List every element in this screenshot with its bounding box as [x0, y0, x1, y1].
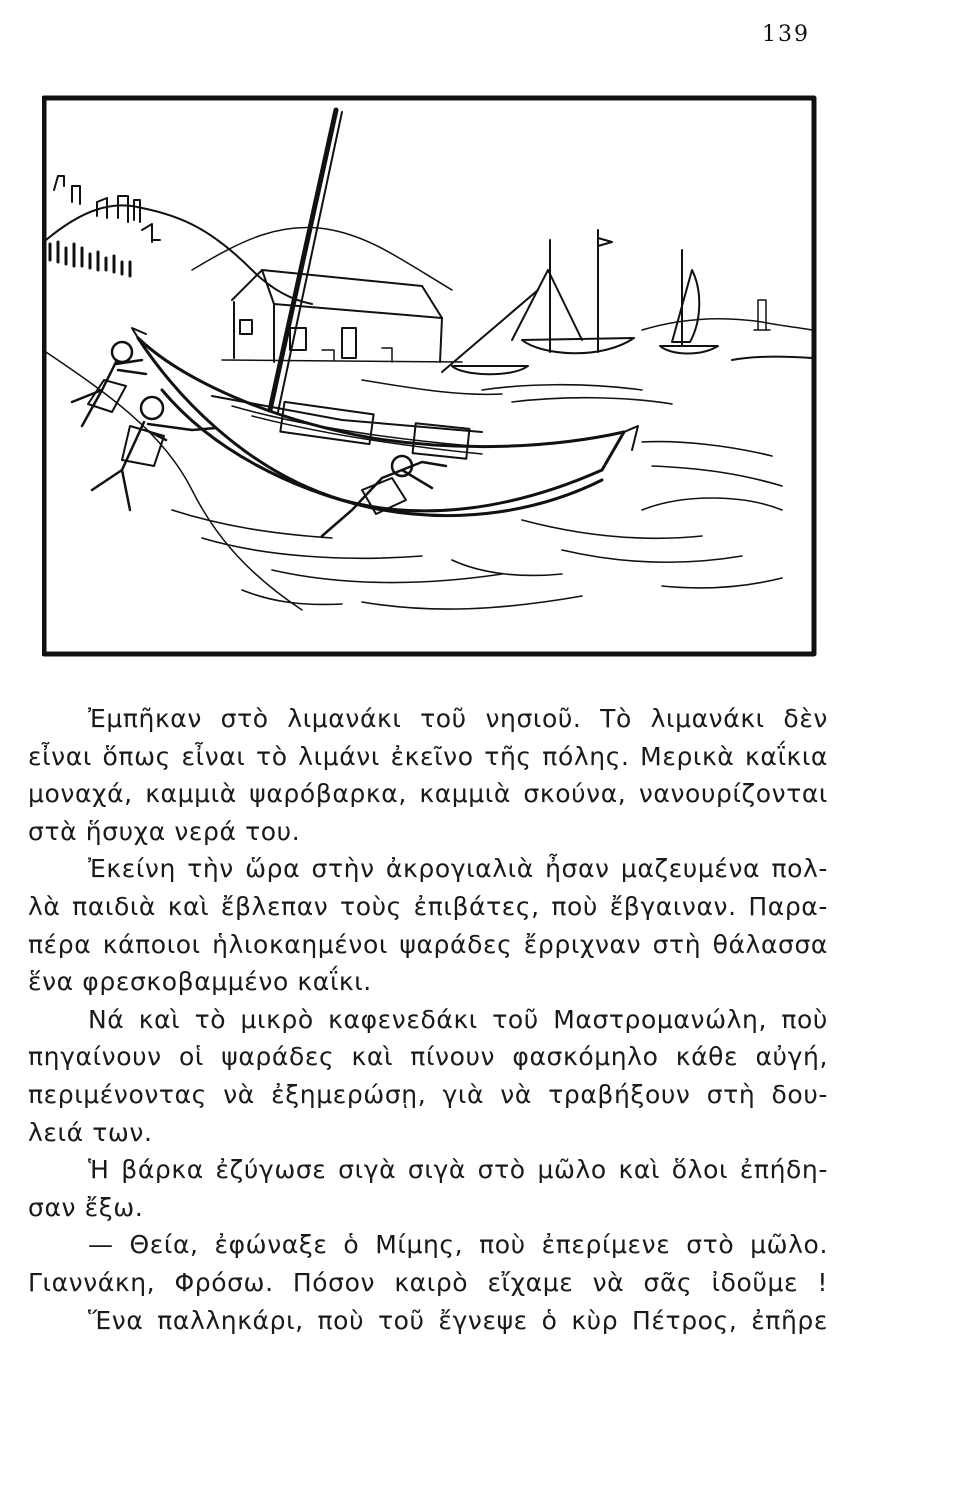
- text-line: Ἡ βάρκα ἐζύγωσε σιγὰ σιγὰ στὸ μῶλο καὶ ὅλοι ἐπήδη-: [88, 1155, 828, 1185]
- children-pushing-boat: [72, 342, 446, 536]
- text-line: Νά καὶ τὸ μικρὸ καφενεδάκι τοῦ Μαστρομανώλη, ποὺ: [88, 1004, 828, 1034]
- text-line: Ἕνα παλληκάρι, ποὺ τοῦ ἔγνεψε ὁ κὺρ Πέτρος, ἐπῆρε: [88, 1305, 828, 1335]
- cafe-building: [222, 270, 462, 362]
- text-line: λὰ παιδιὰ καὶ ἔβλεπαν τοὺς ἐπιβάτες, ποὺ ἔβγαιναν. Παρα-: [28, 891, 828, 921]
- text-line: εἶναι ὅπως εἶναι τὸ λιμάνι ἐκεῖνο τῆς πόλης. Μερικὰ καΐκια: [28, 741, 828, 771]
- text-line: στὰ ἥσυχα νερά του.: [28, 816, 301, 846]
- text-line: λειά των.: [28, 1117, 153, 1147]
- text-line: Ἐκείνη τὴν ὥρα στὴν ἀκρογιαλιὰ ἦσαν μαζευμένα πολ-: [88, 854, 828, 884]
- body-text: [28, 700, 828, 1339]
- hill-village: [46, 176, 312, 304]
- text-line: πηγαίνουν οἱ ψαράδες καὶ πίνουν φασκόμηλο κάθε αὐγή,: [28, 1042, 828, 1072]
- text-line: μοναχά, καμμιὰ ψαρόβαρκα, καμμιὰ σκούνα, νανουρίζονται: [28, 779, 828, 809]
- text-line: περιμένοντας νὰ ἐξημερώσῃ, γιὰ νὰ τραβήξουν στὴ δου-: [28, 1079, 828, 1109]
- boat-mast: [270, 110, 336, 410]
- distant-sailboats: [442, 230, 812, 374]
- text-line: Ἐμπῆκαν στὸ λιμανάκι τοῦ νησιοῦ. Τὸ λιμανάκι δὲν: [88, 704, 828, 733]
- text-line: ἕνα φρεσκοβαμμένο καΐκι.: [28, 967, 372, 997]
- text-line: Γιαννάκη, Φρόσω. Πόσον καιρὸ εἴχαμε νὰ σᾶς ἰδοῦμε !: [28, 1267, 828, 1297]
- page-number: 139: [762, 22, 810, 47]
- text-line: — Θεία, ἐφώναξε ὁ Μίμης, ποὺ ἐπερίμενε στὸ μῶλο.: [88, 1230, 828, 1260]
- harbor-scene-illustration: [42, 90, 818, 658]
- main-boat: [132, 328, 638, 516]
- text-line: πέρα κάποιοι ἡλιοκαημένοι ψαράδες ἔρριχναν στὴ θάλασσα: [28, 929, 828, 959]
- text-line: σαν ἔξω.: [28, 1192, 144, 1222]
